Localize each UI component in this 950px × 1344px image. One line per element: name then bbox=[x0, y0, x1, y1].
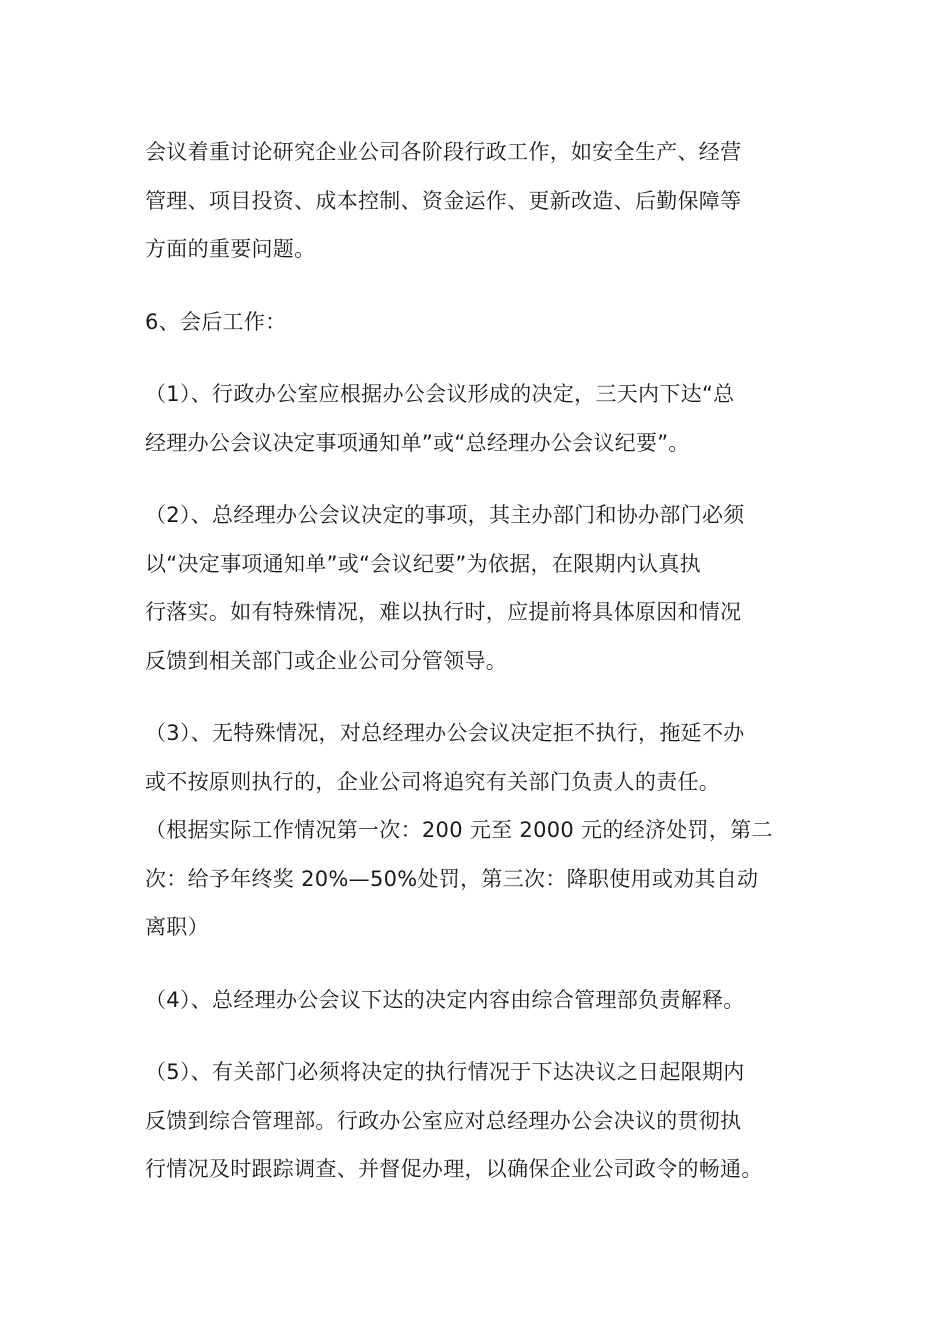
paragraph-item-4 bbox=[145, 976, 807, 1025]
section-heading-post-meeting bbox=[145, 298, 807, 347]
text-line: 管理、项目投资、成本控制、资金运作、更新改造、后勤保障等 bbox=[145, 188, 742, 213]
text-line: 经理办公会议决定事项通知单”或“总经理办公会议纪要”。 bbox=[145, 430, 690, 455]
paragraph-meeting-focus bbox=[145, 128, 807, 274]
text-line: （2）、总经理办公会议决定的事项，其主办部门和协办部门必须 bbox=[145, 503, 745, 527]
text-line: 行情况及时跟踪调查、并督促办理，以确保企业公司政令的畅通。 bbox=[145, 1157, 763, 1181]
text-line: （4）、总经理办公会议下达的决定内容由综合管理部负责解释。 bbox=[145, 987, 745, 1012]
text-line: （5）、有关部门必须将决定的执行情况于下达决议之日起限期内 bbox=[145, 1060, 745, 1084]
text-line: （3）、无特殊情况，对总经理办公会议决定拒不执行，拖延不办 bbox=[145, 721, 745, 745]
text-line: 以“决定事项通知单”或“会议纪要”为依据，在限期内认真执 bbox=[145, 551, 701, 576]
paragraph-item-2 bbox=[145, 491, 807, 685]
paragraph-item-1 bbox=[145, 370, 807, 467]
paragraph-item-5 bbox=[145, 1048, 807, 1194]
document-body bbox=[145, 128, 807, 1218]
text-line: 行落实。如有特殊情况，难以执行时，应提前将具体原因和情况 bbox=[145, 600, 742, 624]
text-line: （根据实际工作情况第一次：200 元至 2000 元的经济处罚，第二 bbox=[145, 818, 773, 842]
text-line: 反馈到综合管理部。行政办公室应对总经理办公会决议的贯彻执 bbox=[145, 1108, 742, 1133]
text-line: 反馈到相关部门或企业公司分管领导。 bbox=[145, 648, 508, 673]
text-line: 会议着重讨论研究企业公司各阶段行政工作，如安全生产、经营 bbox=[145, 140, 742, 164]
text-line: 或不按原则执行的，企业公司将追究有关部门负责人的责任。 bbox=[145, 769, 721, 794]
text-line: 方面的重要问题。 bbox=[145, 237, 316, 261]
text-line: 次：给予年终奖 20%—50%处罚，第三次：降职使用或劝其自动 bbox=[145, 866, 759, 891]
text-line: （1）、行政办公室应根据办公会议形成的决定，三天内下达“总 bbox=[145, 382, 735, 406]
paragraph-item-3 bbox=[145, 709, 807, 952]
text-line: 离职） bbox=[145, 915, 209, 939]
section-heading: 6、会后工作： bbox=[145, 309, 287, 334]
